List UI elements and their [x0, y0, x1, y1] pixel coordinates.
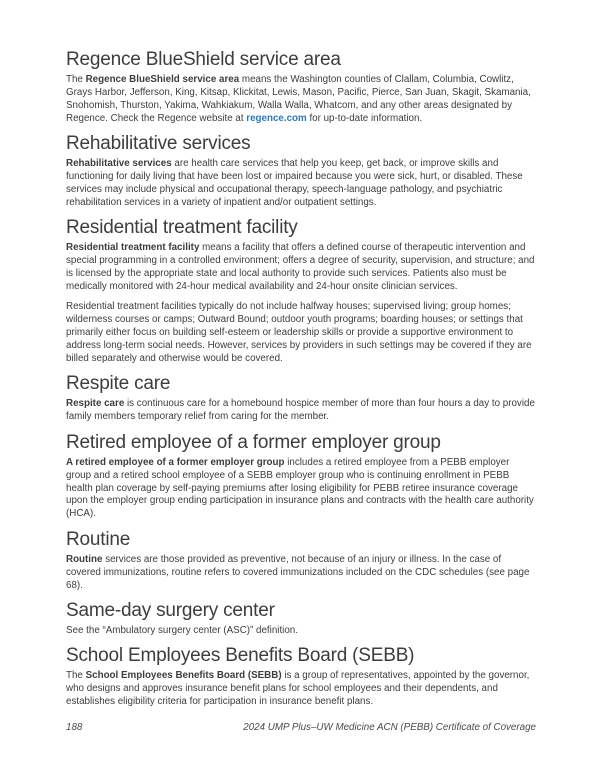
definition-paragraph [66, 301, 536, 366]
page-footer [66, 722, 536, 733]
section-heading: Retired employee of a former employer group [66, 431, 441, 453]
page-content [66, 49, 536, 717]
footer-doc-title: 2024 UMP Plus–UW Medicine ACN (PEBB) Certificate of Coverage [243, 722, 536, 733]
section-same-day-surgery-center [66, 600, 536, 638]
section-heading: Respite care [66, 373, 171, 395]
section-heading: Routine [66, 528, 131, 550]
page-number: 188 [66, 722, 83, 733]
paragraph-text: The [66, 670, 86, 682]
paragraph-text: means the Washington counties of Clallam, Columbia, Cowlitz, Grays Harbor, Jefferson, King, Kitsap, Klickitat, Lewis, Mason, Pacific, Pierce, San Juan, Skagit, Skamania, Snohomish, Thurston, Yakima, Wahkiakum, Walla Walla, Whatcom, and any other areas designated by Regence. Check the Regence website at [66, 74, 531, 124]
defined-term: Regence BlueShield service area [85, 74, 240, 85]
section-respite-care [66, 373, 536, 424]
paragraph-text: includes a retired employee from a PEBB employer group and a retired school employee of a SEBB employer group who is continuing enrollment in PEBB health plan coverage by self-paying premiums after losing eligibility for PEBB retiree insurance coverage upon the employer group ending participation in insurance plans and contracts with the health care authority (HCA). [66, 456, 534, 520]
section-heading: School Employees Benefits Board (SEBB) [66, 645, 415, 667]
paragraph-text: for up-to-date information. [306, 112, 423, 124]
section-regence-blueshield-service-area [66, 49, 536, 126]
paragraph-text: services are those provided as preventive, not because of an injury or illness. In the case of covered immunizations, routine refers to covered immunizations included on the CDC schedules (see page 68). [66, 553, 530, 591]
section-heading: Residential treatment facility [66, 217, 298, 239]
definition-paragraph [66, 398, 536, 424]
definition-paragraph [66, 242, 536, 294]
definition-paragraph [66, 74, 536, 126]
section-rehabilitative-services [66, 133, 536, 210]
section-residential-treatment-facility [66, 217, 536, 366]
section-retired-employee-former-employer-group [66, 432, 536, 522]
section-heading: Regence BlueShield service area [66, 49, 341, 70]
section-routine [66, 529, 536, 593]
defined-term: Routine [66, 553, 103, 565]
section-heading: Same-day surgery center [66, 599, 275, 621]
paragraph-text: The [66, 74, 86, 85]
defined-term: A retired employee of a former employer group [66, 456, 285, 468]
section-heading: Rehabilitative services [66, 133, 251, 155]
defined-term: Respite care [66, 398, 125, 410]
paragraph-text: means a facility that offers a defined course of therapeutic intervention and special programming in a controlled environment; offers a degree of security, supervision, and structure; and is licensed by the appropriate state and local authority to provide such services. Patients also must be medically monitored with 24-hour medical availability and 24-hour onsite clinician services. [66, 242, 535, 292]
defined-term: Rehabilitative services [66, 158, 172, 170]
paragraph-text: See the “Ambulatory surgery center (ASC)” definition. [66, 624, 298, 636]
definition-paragraph [66, 625, 536, 638]
regence-website-link[interactable]: regence.com [246, 112, 307, 124]
paragraph-text: Residential treatment facilities typically do not include halfway houses; supervised living; group homes; wilderness courses or camps; Outward Bound; outdoor youth programs; boarding houses; or settings that primarily either focus on building self-esteem or leadership skills or provide a supportive environment to address long-term social needs. However, services by providers in such settings may be covered if they are billed separately and otherwise would be covered. [66, 301, 532, 364]
paragraph-text: are health care services that help you keep, get back, or improve skills and functioning for daily living that have been lost or impaired because you were sick, hurt, or disabled. These services may include physical and occupational therapy, speech-language pathology, and psychiatric rehabilitation services in a variety of inpatient and/or outpatient settings. [66, 158, 523, 208]
paragraph-text: is continuous care for a homebound hospice member of more than four hours a day to provide family members temporary relief from caring for the member. [66, 398, 535, 423]
definition-paragraph [66, 554, 536, 593]
definition-paragraph [66, 457, 536, 522]
definition-paragraph [66, 670, 536, 709]
paragraph-text: is a group of representatives, appointed by the governor, who designs and approves insurance benefit plans for school employees and their dependents, and establishes eligibility criteria for participation in insurance benefit plans. [66, 670, 530, 708]
section-school-employees-benefits-board [66, 645, 536, 709]
defined-term: School Employees Benefits Board (SEBB) [85, 670, 282, 682]
defined-term: Residential treatment facility [66, 242, 200, 254]
definition-paragraph [66, 158, 536, 210]
